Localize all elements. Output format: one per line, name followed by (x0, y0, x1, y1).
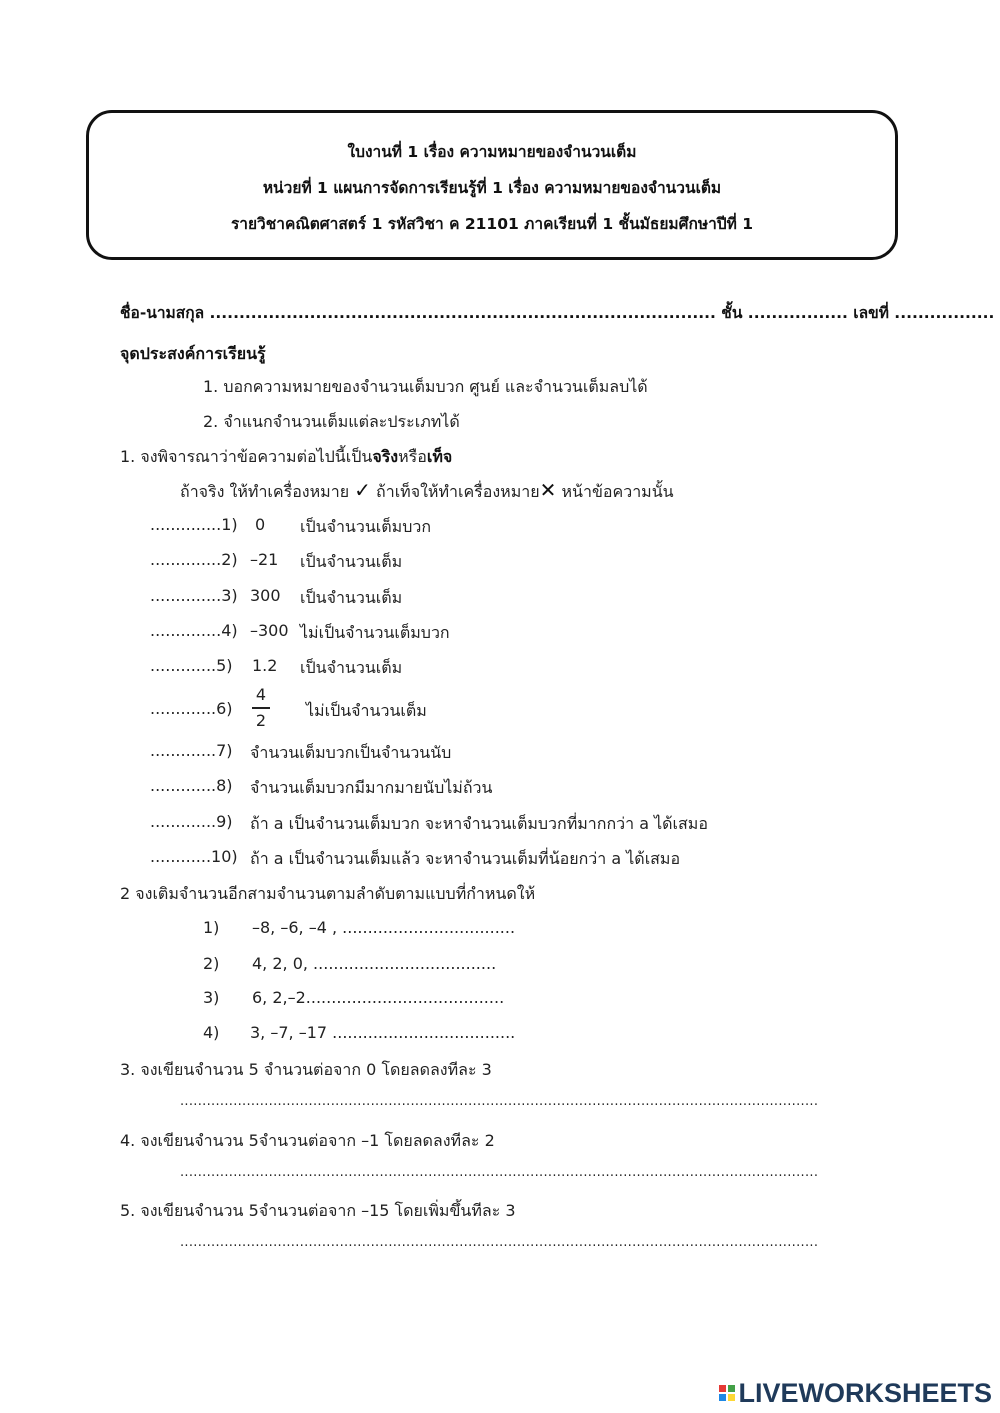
check-mark-icon: ✓ (354, 478, 371, 502)
q1-prompt-prefix: 1. จงพิจารณาว่าข้อความต่อไปนี้เป็น (120, 447, 373, 466)
logo-mark-icon (719, 1385, 735, 1401)
course-info-line: รายวิชาคณิตศาสตร์ 1 รหัสวิชา ค 21101 ภาคเรียนที่ 1 ชั้นมัธยมศึกษาปีที่ 1 (230, 215, 754, 233)
false-word: เท็จ (426, 447, 453, 466)
q1-blank[interactable]: .............9) (150, 812, 233, 831)
q1-blank[interactable]: .............6) (150, 699, 233, 718)
q1-statement: เป็นจำนวนเต็มบวก (300, 517, 432, 536)
q2-item-number: 3) (203, 988, 220, 1007)
or-word: หรือ (398, 447, 427, 466)
q3-answer-line[interactable]: ................................................................................................................................................ (180, 1094, 819, 1109)
true-word: จริง (372, 447, 399, 466)
q1-instruction-b: ถ้าเท็จให้ทำเครื่องหมาย (376, 482, 540, 501)
q1-blank[interactable]: .............7) (150, 741, 233, 760)
q2-item-number: 1) (203, 918, 220, 937)
q1-prompt (120, 445, 452, 470)
q2-sequence[interactable]: 6, 2,–2....................................... (252, 988, 505, 1007)
q1-blank[interactable]: ..............4) (150, 621, 238, 640)
q1-statement: จำนวนเต็มบวกเป็นจำนวนนับ (250, 743, 452, 762)
q5-prompt: 5. จงเขียนจำนวน 5จำนวนต่อจาก –15 โดยเพิ่มขึ้นทีละ 3 (120, 1201, 516, 1220)
q2-sequence[interactable]: 3, –7, –17 .................................... (250, 1023, 516, 1042)
worksheet-title: ใบงานที่ 1 เรื่อง ความหมายของจำนวนเต็ม (347, 143, 637, 161)
logo-text: LIVEWORKSHEETS (738, 1377, 992, 1408)
q2-sequence[interactable]: –8, –6, –4 , .................................. (252, 918, 516, 937)
logo-square (728, 1394, 735, 1401)
q1-instruction-a: ถ้าจริง ให้ทำเครื่องหมาย (180, 482, 350, 501)
q4-prompt: 4. จงเขียนจำนวน 5จำนวนต่อจาก –1 โดยลดลงทีละ 2 (120, 1131, 495, 1150)
q5-answer-line[interactable]: ................................................................................................................................................ (180, 1235, 819, 1250)
student-info-line: ชื่อ-นามสกุล ...................................................................................... ชั้น ................. เลขที่ ................. (120, 304, 995, 322)
fraction (252, 686, 270, 730)
q1-statement: จำนวนเต็มบวกมีมากมายนับไม่ถ้วน (250, 778, 493, 797)
q2-sequence[interactable]: 4, 2, 0, .................................... (252, 954, 497, 973)
q1-statement: เป็นจำนวนเต็ม (300, 552, 403, 571)
q1-value: 300 (250, 586, 281, 605)
q2-item-number: 4) (203, 1023, 220, 1042)
cross-mark-icon: ✕ (539, 478, 557, 502)
q2-item-number: 2) (203, 954, 220, 973)
logo-square (728, 1385, 735, 1392)
q1-statement: เป็นจำนวนเต็ม (300, 658, 403, 677)
q1-instruction-c: หน้าข้อความนั้น (561, 482, 674, 501)
q1-blank[interactable]: ..............1) (150, 515, 238, 534)
objective-item: 2. จำแนกจำนวนเต็มแต่ละประเภทได้ (203, 412, 460, 431)
fraction-bar (252, 707, 270, 709)
q1-value: –300 (250, 621, 289, 640)
objectives-title: จุดประสงค์การเรียนรู้ (120, 344, 266, 363)
liveworksheets-logo (719, 1378, 992, 1408)
q1-value: 1.2 (252, 656, 278, 675)
q1-statement: ถ้า a เป็นจำนวนเต็มแล้ว จะหาจำนวนเต็มที่น้อยกว่า a ได้เสมอ (250, 849, 681, 868)
objective-item: 1. บอกความหมายของจำนวนเต็มบวก ศูนย์ และจำนวนเต็มลบได้ (203, 377, 648, 396)
q1-value: 0 (255, 515, 266, 534)
q1-statement: เป็นจำนวนเต็ม (300, 588, 403, 607)
q1-blank[interactable]: .............8) (150, 776, 233, 795)
q1-statement: ไม่เป็นจำนวนเต็มบวก (300, 623, 450, 642)
q1-instruction (180, 478, 674, 505)
q1-statement: ไม่เป็นจำนวนเต็ม (306, 701, 427, 720)
q1-blank[interactable]: ..............2) (150, 550, 238, 569)
logo-square (719, 1385, 726, 1392)
q1-blank[interactable]: ..............3) (150, 586, 238, 605)
q3-prompt: 3. จงเขียนจำนวน 5 จำนวนต่อจาก 0 โดยลดลงทีละ 3 (120, 1060, 492, 1079)
unit-plan-line: หน่วยที่ 1 แผนการจัดการเรียนรู้ที่ 1 เรื่อง ความหมายของจำนวนเต็ม (262, 179, 722, 197)
fraction-denominator: 2 (255, 710, 267, 730)
logo-square (719, 1394, 726, 1401)
q4-answer-line[interactable]: ................................................................................................................................................ (180, 1165, 819, 1180)
fraction-numerator: 4 (255, 685, 267, 704)
q2-prompt: 2 จงเติมจำนวนอีกสามจำนวนตามลำดับตามแบบที่กำหนดให้ (120, 884, 536, 903)
q1-blank[interactable]: ............10) (150, 847, 238, 866)
worksheet-header-box (86, 110, 898, 260)
q1-statement: ถ้า a เป็นจำนวนเต็มบวก จะหาจำนวนเต็มบวกที่มากกว่า a ได้เสมอ (250, 814, 708, 833)
q1-value: –21 (250, 550, 279, 569)
q1-blank[interactable]: .............5) (150, 656, 233, 675)
